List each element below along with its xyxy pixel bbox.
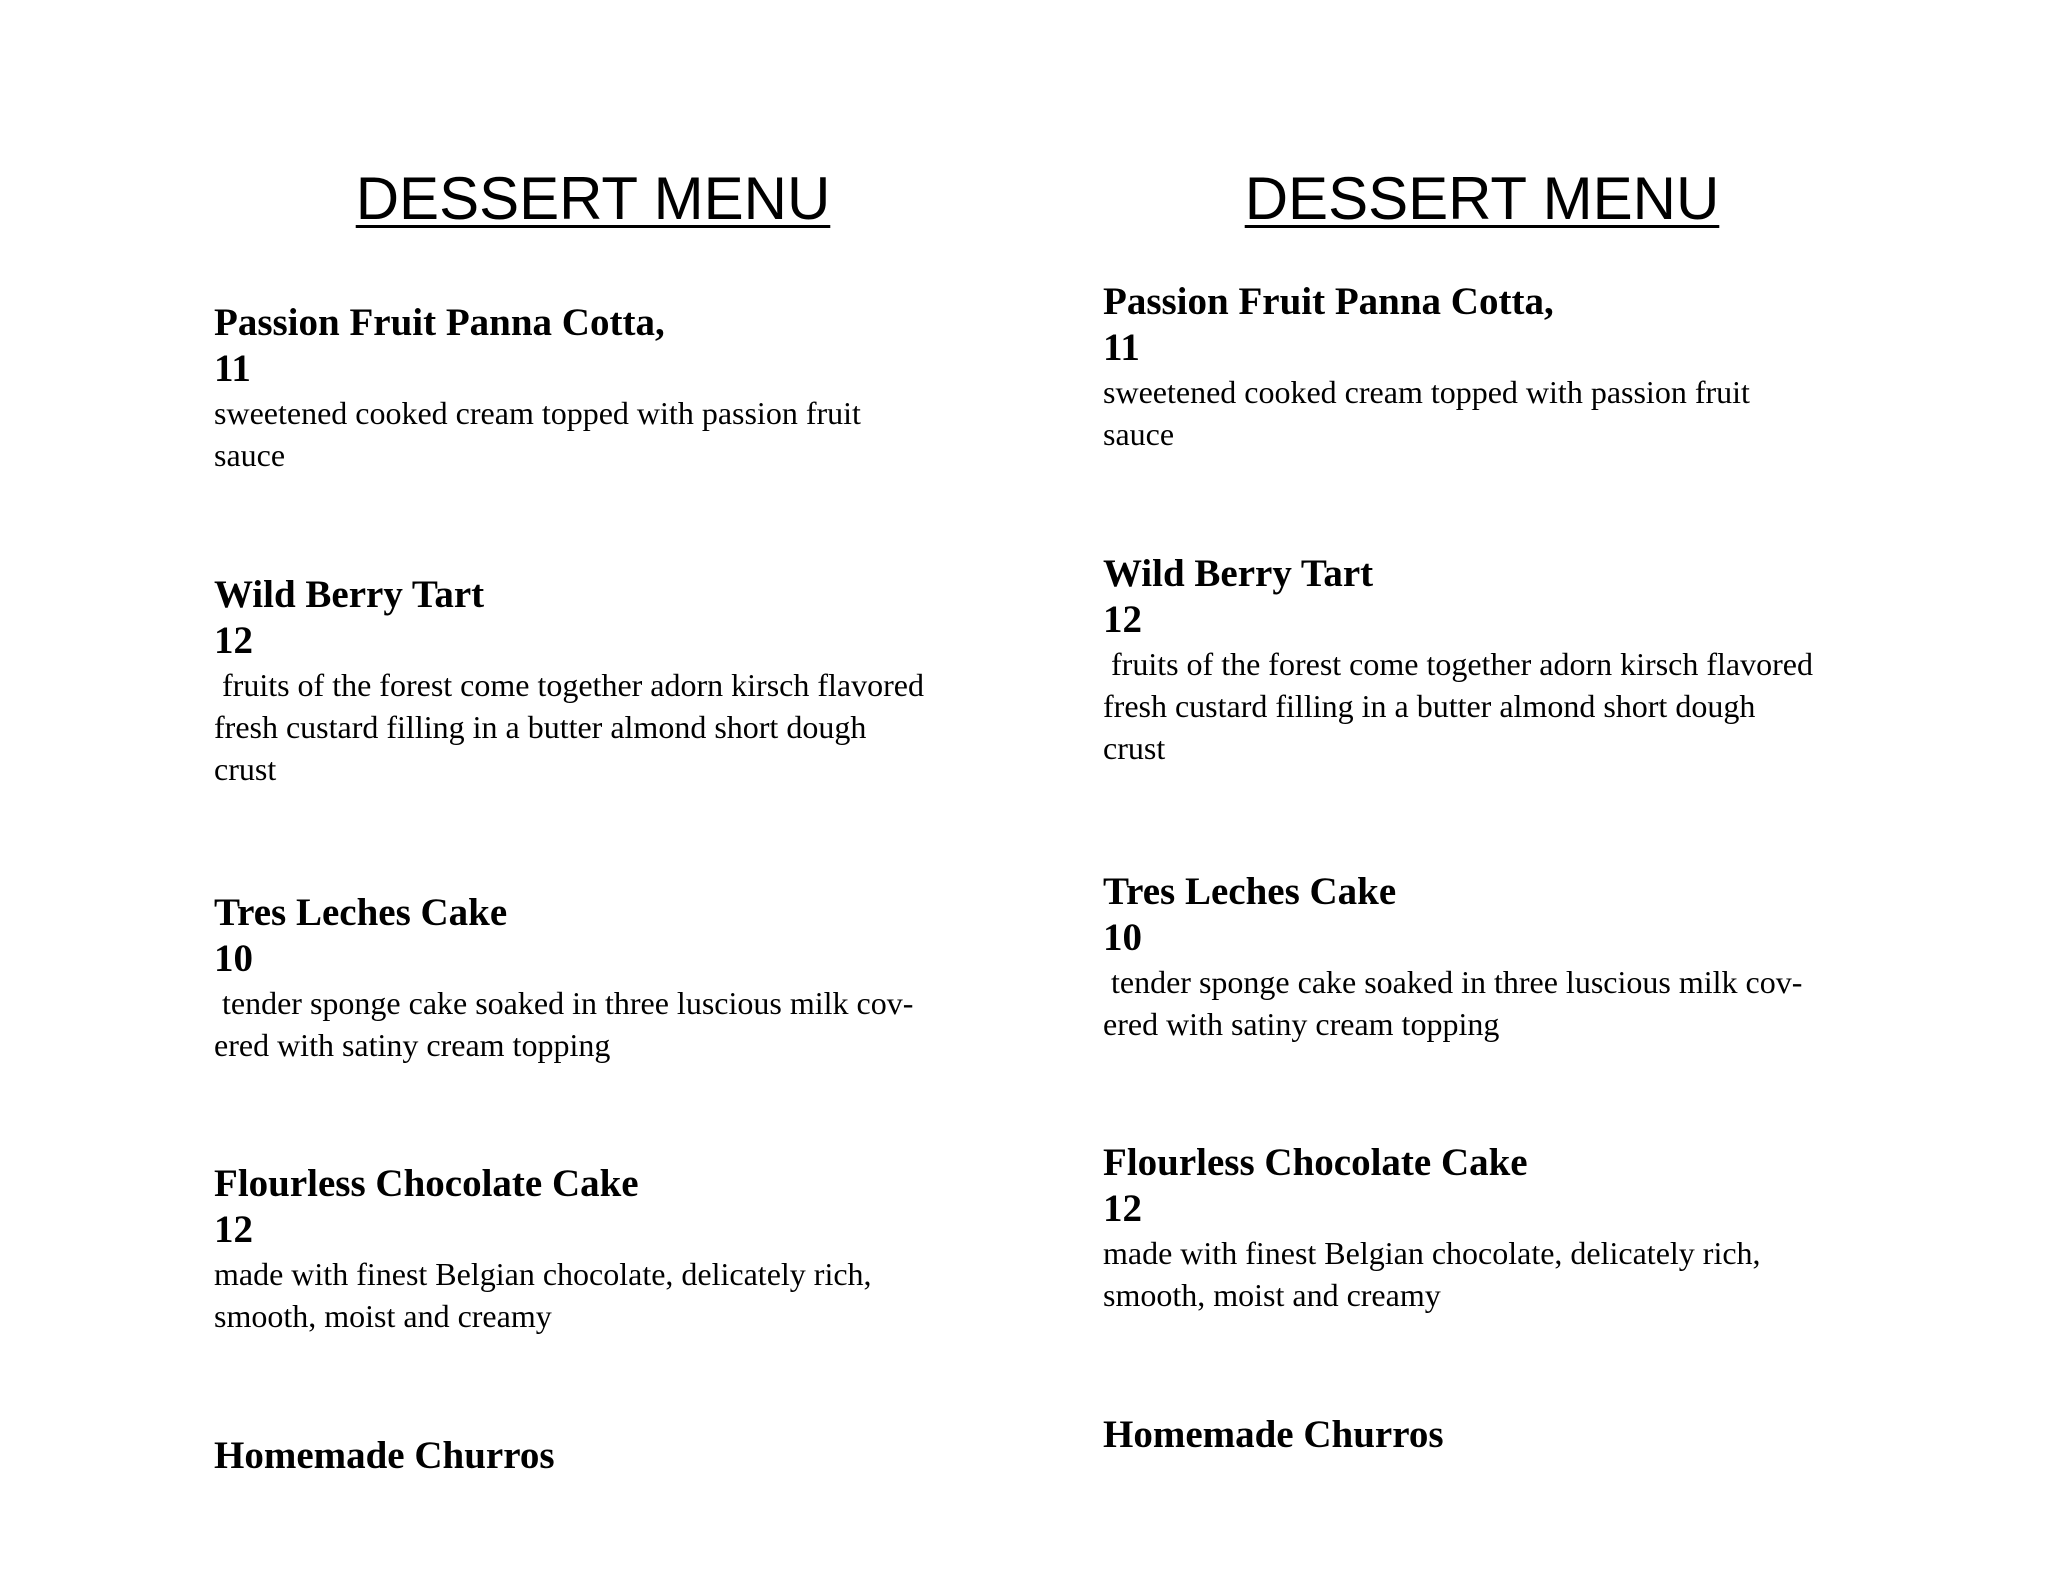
- item-description: sweetened cooked cream topped with passion fruit sauce: [1103, 374, 1750, 452]
- menu-item: [1103, 869, 1873, 1045]
- item-price: 12: [1103, 1187, 1142, 1230]
- menu-column-right: [1103, 0, 1873, 1456]
- menu-item: [214, 300, 984, 476]
- menu-title: DESSERT MENU: [1244, 165, 1720, 232]
- menu-item: [214, 1161, 984, 1337]
- item-description: tender sponge cake soaked in three luscious milk cov- ered with satiny cream topping: [214, 985, 914, 1063]
- item-price: 10: [214, 937, 253, 980]
- item-name: Passion Fruit Panna Cotta,: [1103, 280, 1554, 323]
- menu-column-left: [214, 0, 984, 1477]
- item-description: tender sponge cake soaked in three luscious milk cov- ered with satiny cream topping: [1103, 964, 1803, 1042]
- item-description: made with finest Belgian chocolate, delicately rich, smooth, moist and creamy: [214, 1256, 872, 1334]
- item-description: made with finest Belgian chocolate, delicately rich, smooth, moist and creamy: [1103, 1235, 1761, 1313]
- item-name: Passion Fruit Panna Cotta,: [214, 301, 665, 344]
- item-description: fruits of the forest come together adorn kirsch flavored fresh custard filling in a butter almond short dough crust: [214, 667, 924, 787]
- item-name: Wild Berry Tart: [214, 573, 485, 616]
- menu-item: [214, 1433, 984, 1479]
- item-name: Homemade Churros: [1103, 1413, 1444, 1456]
- item-description: fruits of the forest come together adorn kirsch flavored fresh custard filling in a butter almond short dough crust: [1103, 646, 1813, 766]
- item-price: 11: [214, 347, 251, 390]
- item-price: 11: [1103, 326, 1140, 369]
- item-name: Flourless Chocolate Cake: [214, 1162, 639, 1205]
- item-name: Flourless Chocolate Cake: [1103, 1141, 1528, 1184]
- menu-item: [1103, 1140, 1873, 1316]
- menu-item: [1103, 551, 1873, 769]
- item-name: Tres Leches Cake: [214, 891, 508, 934]
- item-price: 12: [214, 619, 253, 662]
- menu-item: [1103, 279, 1873, 455]
- item-description: sweetened cooked cream topped with passion fruit sauce: [214, 395, 861, 473]
- menu-item: [214, 572, 984, 790]
- item-price: 12: [214, 1208, 253, 1251]
- menu-item: [214, 890, 984, 1066]
- item-name: Homemade Churros: [214, 1434, 555, 1477]
- menu-item: [1103, 1412, 1873, 1458]
- item-name: Wild Berry Tart: [1103, 552, 1374, 595]
- item-name: Tres Leches Cake: [1103, 870, 1397, 913]
- item-price: 12: [1103, 598, 1142, 641]
- menu-title: DESSERT MENU: [355, 165, 831, 232]
- item-price: 10: [1103, 916, 1142, 959]
